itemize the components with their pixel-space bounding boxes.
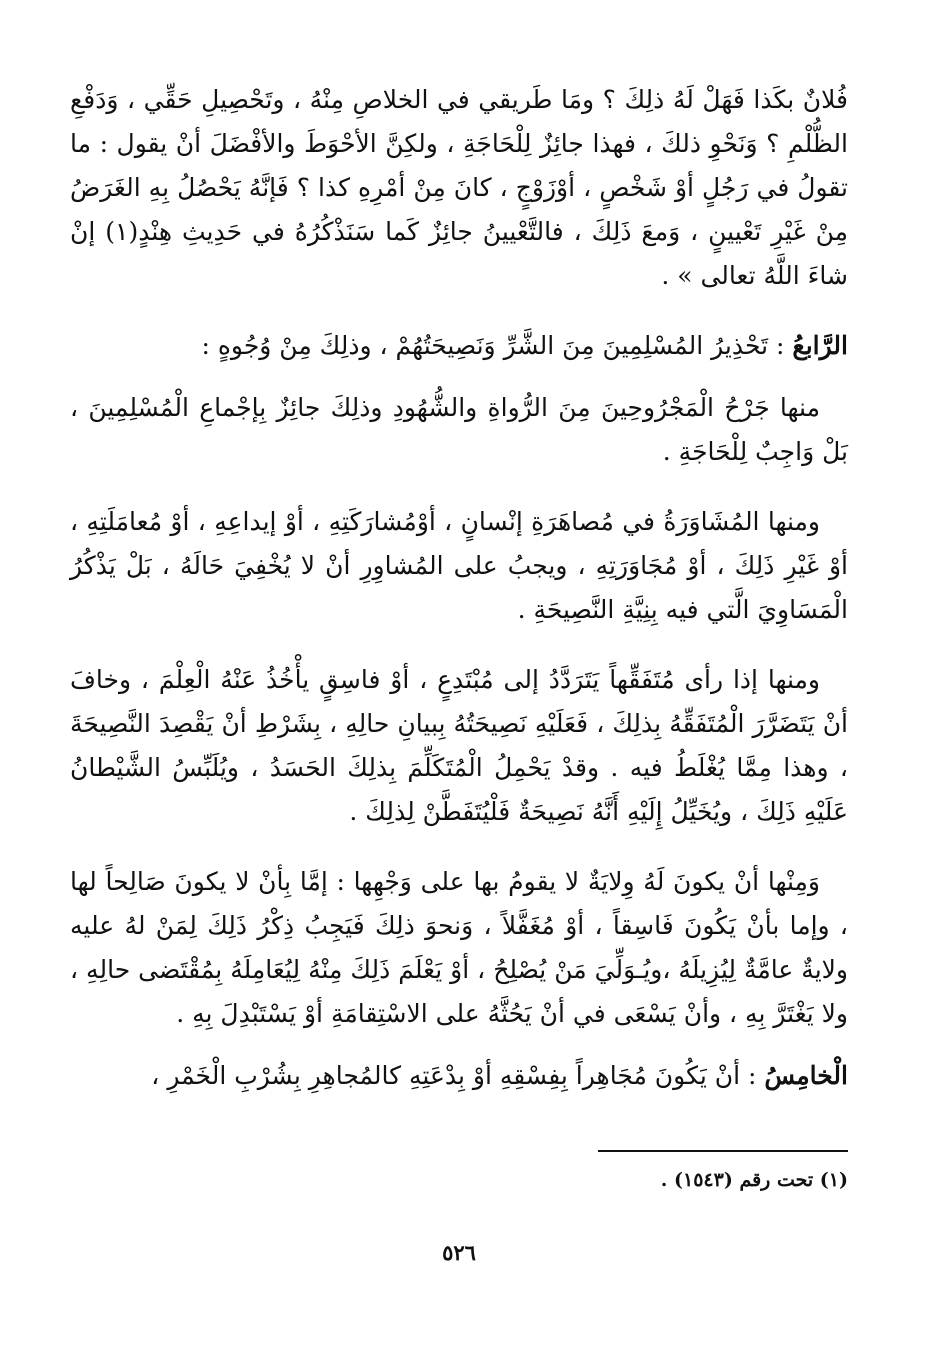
- page-number: ٥٢٦: [442, 1240, 476, 1265]
- section-heading-fifth: الْخامِسُ: [764, 1061, 848, 1090]
- document-page: [70, 78, 848, 1318]
- paragraph-narrators: [70, 386, 848, 474]
- footnote-divider: [598, 1150, 848, 1152]
- paragraph-3-text: منها جَرْحُ الْمَجْرُوحِينَ مِنَ الرُّواةِ والشُّهُودِ وذلِكَ جائِزٌ بِإجْماعِ الْمُسْلِمِينَ ، بَلْ وَاجِبٌ لِلْحَاجَةِ .: [70, 393, 848, 466]
- paragraph-fourth: [70, 324, 848, 368]
- paragraph-authority: [70, 860, 848, 1036]
- paragraph-4-text: ومنها المُشَاوَرَةُ في مُصاهَرَةِ إنْسانٍ ، أوْمُشارَكَتِهِ ، أوْ إيداعِهِ ، أوْ مُعامَلَتِهِ ، أوْ غَيْرِ ذَلِكَ ، أوْ مُجَاوَرَتِهِ ، ويجبُ على المُشاوِرِ أنْ لا يُخْفِيَ حَالَهُ ، بَلْ يَذْكُرُ الْمَسَاوِيَ الَّتي فيه بِنِيَّةِ النَّصِيحَةِ .: [70, 507, 848, 624]
- paragraph-2-text: : تَحْذِيرُ المُسْلِمِينَ مِنَ الشَّرِّ وَنَصِيحَتُهُمْ ، وذلِكَ مِنْ وُجُوهٍ :: [201, 331, 793, 360]
- paragraph-fifth: [70, 1054, 848, 1098]
- paragraph-5-text: ومنها إذا رأى مُتَفَقِّهاً يَتَرَدَّدُ إلى مُبْتَدِعٍ ، أوْ فاسِقٍ يأْخُذُ عَنْهُ الْعِلْمَ ، وخافَ أنْ يَتَضَرَّرَ الْمُتَفَقِّهُ بِذلِكَ ، فَعَلَيْهِ نَصِيحَتُهُ بِبيانِ حالِهِ ، بِشَرْطِ أنْ يَقْصِدَ النَّصِيحَةَ ، وهذا مِمَّا يُغْلَطُ فيه . وقدْ يَحْمِلُ الْمُتَكَلِّمَ بِذلِكَ الحَسَدُ ، ويُلَبِّسُ الشَّيْطانُ عَلَيْهِ ذَلِكَ ، ويُخَيِّلُ إِلَيْهِ أَنَّهُ نَصِيحَةٌ فَلْيُتَفَطَّنْ لِذلِكَ .: [70, 665, 848, 826]
- footnote: (١) تحت رقم (١٥٤٣) .: [660, 1169, 848, 1191]
- paragraph-student: [70, 658, 848, 834]
- paragraph-7-text: : أنْ يَكُونَ مُجَاهِراً بِفِسْقِهِ أوْ بِدْعَتِهِ كالمُجاهِرِ بِشُرْبِ الْخَمْرِ ،: [151, 1061, 765, 1090]
- section-heading-fourth: الرَّابعُ: [792, 331, 848, 360]
- paragraph-6-text: وَمِنْها أنْ يكونَ لَهُ وِلايَةٌ لا يقومُ بها على وَجْهِها : إمَّا بِأنْ لا يكونَ صَالِحاً لها ، وإما بأنْ يَكُونَ فَاسِقاً ، أوْ مُغَفَّلاً ، وَنحوَ ذلِكَ فَيَجِبُ ذِكْرُ ذَلِكَ لِمَنْ لهُ عليه ولايةٌ عامَّةٌ لِيُزِيلَهُ ،ويُـوَلِّيَ مَنْ يُصْلِحُ ، أوْ يَعْلَمَ ذَلِكَ مِنْهُ لِيُعَامِلَهُ بِمُقْتَضى حالِهِ ، ولا يَغْتَرَّ بِهِ ، وأنْ يَسْعَى في أنْ يَحُثَّهُ على الاسْتِقامَةِ أوْ يَسْتَبْدِلَ بِهِ .: [70, 867, 848, 1028]
- paragraph-continuation: [70, 78, 848, 298]
- paragraph-1-text: فُلانٌ بكَذا فَهَلْ لَهُ ذلِكَ ؟ ومَا طَريقي في الخلاصِ مِنْهُ ، وتَحْصِيلِ حَقِّي ، وَدَفْعِ الظُّلْمِ ؟ وَنَحْوِ ذلكَ ، فهذا جائِزٌ لِلْحَاجَةِ ، ولكِنَّ الأحْوَطَ والأفْضَلَ أنْ يقول : ما تقولُ في رَجُلٍ أوْ شَخْصٍ ، أوْزَوْجٍ ، كانَ مِنْ أمْرِهِ كذا ؟ فَإنَّهُ يَحْصُلُ بِهِ الغَرَضُ مِنْ غَيْرِ تَعْيينٍ ، وَمعَ ذَلِكَ ، فالتَّعْيينُ جائِزٌ كَما سَنَذْكُرُهُ في حَدِيثِ هِنْدٍ(١) إنْ شاءَ اللَّهُ تعالى » .: [70, 85, 849, 290]
- paragraph-consultation: [70, 500, 848, 632]
